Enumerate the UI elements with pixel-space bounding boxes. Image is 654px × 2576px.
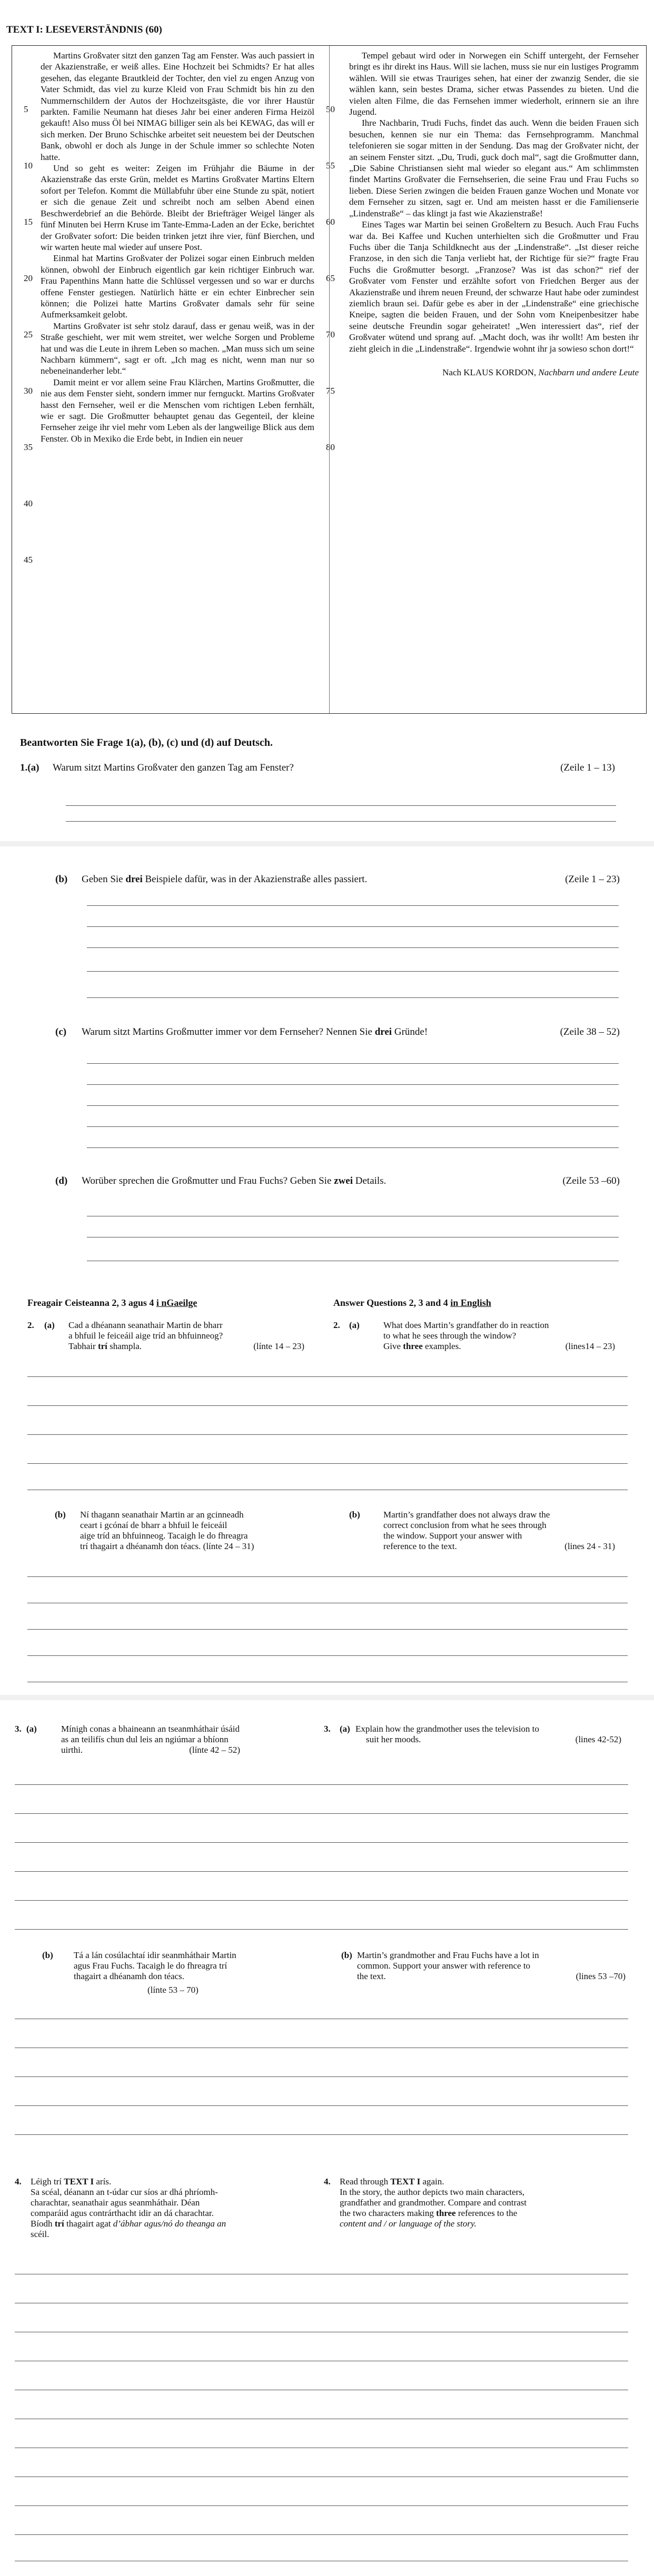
question-3b-irish (15, 1950, 320, 2003)
question-2b-irish (27, 1510, 322, 1552)
line-number: 15 (24, 217, 33, 227)
line-reference: (Zeile 38 – 52) (560, 1026, 620, 1037)
question-bold: three (403, 1341, 423, 1351)
answer-line[interactable] (66, 805, 616, 806)
line-number: 25 (24, 330, 33, 340)
question-text: Léigh trí (31, 2176, 64, 2186)
answer-line[interactable] (87, 997, 619, 998)
section-divider (0, 841, 654, 846)
question-text-before: Geben Sie (82, 874, 126, 885)
question-line (383, 1341, 615, 1352)
question-text: the two characters making (340, 2208, 437, 2218)
question-number: 2. (27, 1320, 34, 1330)
question-number: 3. (15, 1724, 22, 1734)
question-line: common. Support your answer with reference to (357, 1961, 531, 1971)
line-number: 60 (326, 217, 335, 227)
question-bold: drei (374, 1026, 392, 1037)
question-line: comparáid agus contrárthacht idir an dá charachtar. (31, 2208, 214, 2218)
text-column-left (41, 50, 314, 444)
answer-line[interactable] (15, 1929, 628, 1930)
answer-line[interactable] (87, 1147, 619, 1148)
question-bold: trí (54, 2219, 64, 2229)
answer-line[interactable] (27, 1463, 628, 1464)
question-line: trí thagairt a dhéanamh don téacs. (línte 24 – 31) (80, 1541, 254, 1551)
question-line: ceart i gcónaí de bharr a bhfuil le feiceáil (80, 1520, 227, 1530)
question-line (340, 2176, 527, 2187)
answer-line[interactable] (87, 947, 619, 948)
line-reference: (Zeile 1 – 23) (565, 874, 620, 885)
question-italic: content and / or language of the story. (340, 2219, 477, 2229)
text-paragraph: Einmal hat Martins Großvater der Polizei sogar einen Einbruch melden können, obwohl der Einbruch eigentlich gar kein richtiger Einbruch war. Frau Papenthins Mann hatte die Schlüssel vergessen und so war er durchs offene Fenster gestiegen. Natürlich hätte er ein echter Einbrecher sein können; die Polizei hatte Martins Großvater damals sehr für seine Aufmerksamkeit gelobt. (41, 253, 314, 320)
answer-line[interactable] (15, 1784, 628, 1785)
line-number: 45 (24, 555, 33, 565)
question-label: (b) (42, 1950, 53, 1960)
answer-line[interactable] (27, 1629, 628, 1630)
line-reference: (lines 53 –70) (576, 1971, 626, 1981)
attribution-source: Nachbarn und andere Leute (538, 367, 639, 377)
question-bold: TEXT I (390, 2176, 421, 2186)
answer-line[interactable] (87, 1105, 619, 1106)
question-line (383, 1541, 615, 1552)
answer-line[interactable] (27, 1576, 628, 1577)
line-reference: (lines 24 - 31) (564, 1541, 615, 1551)
line-reference: (Zeile 1 – 13) (560, 762, 615, 773)
question-line (31, 2176, 226, 2187)
question-line: thagairt a dhéanamh don téacs. (74, 1971, 185, 1981)
german-instruction: Beantworten Sie Frage 1(a), (b), (c) und (d) auf Deutsch. (20, 737, 273, 748)
question-4-english (324, 2176, 629, 2240)
question-number: 3. (324, 1724, 331, 1734)
question-line (61, 1745, 240, 1755)
question-text: references to the (455, 2208, 518, 2218)
question-label: (d) (55, 1175, 68, 1186)
text-paragraph: Ihre Nachbarin, Trudi Fuchs, findet das auch. Wenn die beiden Frauen sich besuchen, kennen sie nur ein Thema: das Fernsehprogramm. Manchmal telefonieren sie sogar mitten in der Sendung. Das mag der Großvater nicht, der an seinem Fenster sitzt. „Du, Trudi, guck doch mal“, sagt die Großmutter dann, „Die Sabine Christiansen sieht mal wieder so elegant aus.“ Am schlimmsten findet Martins Großvater die Fernsehserien, die seine Frau und Frau Fuchs so lieben. Diese Serien zwingen die beiden Frauen ganze Wochen und Monate vor dem Fernseher zu sitzen, sagt er. Und am meisten hasst er die Familienserie „Lindenstraße“ – das klingt ja fast wie Akazienstraße! (349, 118, 639, 218)
question-label: (b) (341, 1950, 352, 1960)
question-text-after: Gründe! (392, 1026, 428, 1037)
line-reference: (lines14 – 23) (565, 1341, 615, 1351)
reading-text-box (12, 45, 647, 714)
question-line (340, 2208, 527, 2219)
text-paragraph: Tempel gebaut wird oder in Norwegen ein Schiff untergeht, der Fernseher bringt es ihr direkt ins Haus. Will sie lachen, muss sie nur ein lustiges Programm wählen. Will sie etwas Trauriges sehen, hat einer der zwanzig Sender, die sie wählen kann, sein bestes Drama, sicher etwas Passendes zu bieten. Und die vielen alten Filme, die das Fernsehen immer wiederholt, erinnern sie an ihre Jugend. (349, 51, 639, 117)
question-text: thagairt agat (64, 2219, 113, 2229)
question-line: correct conclusion from what he sees through (383, 1520, 547, 1530)
question-2a-english (333, 1320, 628, 1362)
line-number: 20 (24, 273, 33, 283)
question-line (355, 1734, 621, 1745)
line-number: 40 (24, 498, 33, 508)
question-1a (20, 762, 615, 774)
question-1b (55, 874, 620, 885)
question-line: to what he sees through the window? (383, 1331, 517, 1341)
line-number: 70 (326, 330, 335, 340)
question-line: Tá a lán cosúlachtaí idir seanmháthair Martin (74, 1950, 236, 1960)
answer-line[interactable] (27, 1655, 628, 1656)
line-number: 55 (326, 161, 335, 171)
question-line: aige tríd an bhfuinneog. Tacaigh le do fhreagra (80, 1531, 248, 1541)
english-instruction-text: Answer Questions 2, 3 and 4 (333, 1297, 448, 1308)
question-bold: TEXT I (64, 2176, 94, 2186)
answer-line[interactable] (87, 926, 619, 927)
question-label: (c) (55, 1026, 67, 1037)
question-label: (a) (340, 1724, 350, 1734)
answer-line[interactable] (87, 971, 619, 972)
question-line: Cad a dhéanann seanathair Martin de bharr (68, 1320, 223, 1330)
question-1d (55, 1175, 620, 1187)
answer-line[interactable] (87, 1126, 619, 1127)
question-2a-irish (27, 1320, 322, 1362)
question-text-before: Worüber sprechen die Großmutter und Frau Fuchs? Geben Sie (82, 1175, 334, 1186)
line-number: 35 (24, 442, 33, 452)
question-3a-irish (15, 1724, 320, 1766)
english-instruction-language: in English (450, 1297, 491, 1308)
answer-line[interactable] (66, 821, 616, 822)
question-line (357, 1971, 626, 1982)
question-number: 4. (15, 2176, 22, 2186)
question-text: the text. (357, 1971, 386, 1981)
irish-instruction-text: Freagair Ceisteanna 2, 3 agus 4 (27, 1297, 154, 1308)
section-title: TEXT I: LESEVERSTÄNDNIS (60) (6, 24, 162, 35)
answer-line[interactable] (15, 2505, 628, 2506)
question-line: Martin’s grandfather does not always draw the (383, 1510, 550, 1520)
question-label: (a) (44, 1320, 55, 1330)
question-text: shampla. (107, 1341, 142, 1351)
text-paragraph: Eines Tages war Martin bei seinen Großeltern zu Besuch. Auch Frau Fuchs war da. Bei Kaffee und Kuchen unterhielten sich die Großmutter und Frau Fuchs über die Tanja Schildknecht aus der „Lindenstraße“. „Ist dieser reiche Franzose, in den sich die Tanja verliebt hat, der Richtige für sie?“ fragte Frau Fuchs die Großmutter besorgt. „Franzose? Was ist das schon?“ rief der Großvater vom Fenster und erzählte sofort von Friedchen Berger aus der Akazienstraße und ihrem neuen Freund, der schwarze Haut habe oder zumindest ziemlich braun sei. Dafür gebe es aber in der „Lindenstraße“ eine griechische Kneipe, sagten die beiden Frauen, und der Sohn vom Kneipenbesitzer habe seine deutsche Freundin sogar geheiratet! „Wen interessiert das“, rief der Großvater wütend und sprang auf. „Macht doch, was ihr wollt! Am besten ihr zieht gleich in die „Lindenstraße“. Irgendwie wohnt ihr ja sowieso schon dort!“ (349, 219, 639, 354)
question-bold: zwei (334, 1175, 353, 1186)
line-reference: (Zeile 53 –60) (562, 1175, 620, 1186)
question-text: Tabhair (68, 1341, 98, 1351)
line-reference: (lines 42-52) (575, 1734, 621, 1744)
question-3a-english (324, 1724, 629, 1766)
question-2b-english (333, 1510, 628, 1552)
question-line (68, 1341, 304, 1352)
question-line: the window. Support your answer with (383, 1531, 522, 1541)
answer-line[interactable] (27, 1434, 628, 1435)
answer-line[interactable] (87, 905, 619, 906)
question-line: agus Frau Fuchs. Tacaigh le do fhreagra trí (74, 1961, 227, 1971)
question-text: uirthi. (61, 1745, 83, 1755)
line-number: 5 (24, 104, 28, 114)
answer-line[interactable] (87, 1063, 619, 1064)
question-text: Bíodh (31, 2219, 55, 2229)
question-text: suit her moods. (366, 1734, 421, 1744)
irish-instruction-language: i nGaeilge (156, 1297, 197, 1308)
line-number: 50 (326, 104, 335, 114)
attribution-author: Nach KLAUS KORDON, (442, 367, 537, 377)
question-label: 1.(a) (20, 762, 39, 773)
question-label: (a) (349, 1320, 360, 1330)
section-divider (0, 1695, 654, 1700)
question-line: Sa scéal, déanann an t-údar cur síos ar dhá phríomh- (31, 2187, 218, 2197)
question-line: grandfather and grandmother. Compare and contrast (340, 2198, 527, 2208)
question-line: In the story, the author depicts two main characters, (340, 2187, 525, 2197)
answer-line[interactable] (15, 1842, 628, 1843)
answer-line[interactable] (87, 1084, 619, 1085)
question-italic: d’ábhar agus/nó do theanga an (113, 2219, 226, 2229)
text-paragraph: Martins Großvater ist sehr stolz darauf, dass er genau weiß, was in der Straße geschieht, wer mit wem streitet, wer welche Sorgen und Probleme hat und was die Leute in ihrem Leben so machen. „Man muss sich um seine Nachbarn kümmern“, sagt er oft. „Ich mag es nicht, wenn man nur so nebeneinanderher lebt.“ (41, 321, 314, 376)
text-attribution (349, 367, 639, 378)
line-number: 80 (326, 442, 335, 452)
question-text: examples. (422, 1341, 461, 1351)
question-bold: three (436, 2208, 456, 2218)
question-text-before: Warum sitzt Martins Großmutter immer vor dem Fernseher? Nennen Sie (82, 1026, 375, 1037)
line-number: 30 (24, 386, 33, 396)
english-instruction (333, 1297, 491, 1309)
question-line: scéil. (31, 2229, 49, 2239)
question-line: Martin’s grandmother and Frau Fuchs have a lot in (357, 1950, 539, 1960)
question-label: (b) (55, 874, 68, 885)
question-text: Warum sitzt Martins Großvater den ganzen Tag am Fenster? (53, 762, 294, 773)
question-text: again. (420, 2176, 444, 2186)
text-paragraph: Damit meint er vor allem seine Frau Klärchen, Martins Großmutter, die nie aus dem Fenster sieht, sondern immer nur fernguckt. Martins Großvater hasst den Fernseher, weil er die Menschen vom richtigen Leben fernhält, wie er sagt. Die Großmutter behauptet genau das Gegenteil, der kleine Fernseher zeige ihr viel mehr vom Leben als der langweilige Blick aus dem Fenster. Ob in Mexiko die Erde bebt, in Indien ein neuer (41, 377, 314, 444)
answer-line[interactable] (15, 2134, 628, 2135)
question-label: (b) (55, 1510, 66, 1520)
question-text-after: Details. (353, 1175, 387, 1186)
line-number: 65 (326, 273, 335, 283)
answer-line[interactable] (15, 2534, 628, 2535)
question-line: Explain how the grandmother uses the television to (355, 1724, 539, 1734)
text-column-right (349, 50, 639, 378)
question-text: Give (383, 1341, 403, 1351)
line-reference: (línte 42 – 52) (189, 1745, 240, 1755)
question-text: Read through (340, 2176, 391, 2186)
irish-instruction (27, 1297, 197, 1309)
answer-line[interactable] (15, 2076, 628, 2077)
answer-line[interactable] (27, 1376, 628, 1377)
answer-line[interactable] (15, 1813, 628, 1814)
question-number: 4. (324, 2176, 331, 2186)
question-1c (55, 1026, 620, 1038)
line-reference: (línte 14 – 23) (253, 1341, 304, 1351)
question-line (340, 2219, 527, 2229)
question-line: as an teilifís chun dul leis an ngiúmar a bhíonn (61, 1734, 229, 1744)
question-text-after: Beispiele dafür, was in der Akazienstraße alles passiert. (142, 874, 368, 885)
answer-line[interactable] (15, 1900, 628, 1901)
text-paragraph: Martins Großvater sitzt den ganzen Tag am Fenster. Was auch passiert in der Akazienstraße, er weiß alles. Eine Hochzeit bei Schmidts? Er hat alles gesehen, das elegante Brautkleid der Tochter, den viel zu engen Anzug von Vater Schmidt, das viel zu kurze Kleid von Frau Schmidt bis hin zu den Nummernschildern der Autos der Hochzeitsgäste, die vor ihrer Haustür parkten. Familie Neumann hat dieses Jahr bei einer anderen Firma Heizöl gekauft! Also muss Öl bei NIMAG billiger sein als bei KEWAG, das will er sich merken. Der Bruno Schischke arbeitet seit neuestem bei der Deutschen Bank, obwohl er doch als Junge in der Schule immer so schlechte Noten hatte. (41, 51, 314, 162)
question-4-irish (15, 2176, 320, 2250)
question-number: 2. (333, 1320, 340, 1330)
question-line: a bhfuil le feiceáil aige tríd an bhfuinneog? (68, 1331, 223, 1341)
question-bold: trí (97, 1341, 107, 1351)
question-text: reference to the text. (383, 1541, 457, 1551)
question-line: Mínigh conas a bhaineann an tseanmháthair úsáid (61, 1724, 240, 1734)
line-reference: (línte 53 – 70) (147, 1985, 199, 1995)
answer-line[interactable] (27, 1405, 628, 1406)
question-line: charachtar, seanathair agus seanmháthair. Déan (31, 2198, 200, 2208)
question-line: Ní thagann seanathair Martin ar an gcinneadh (80, 1510, 244, 1520)
question-bold: drei (125, 874, 143, 885)
answer-line[interactable] (15, 2105, 628, 2106)
question-line (31, 2219, 226, 2229)
question-label: (b) (349, 1510, 360, 1520)
question-line: What does Martin’s grandfather do in reaction (383, 1320, 549, 1330)
text-paragraph: Und so geht es weiter: Zeigen im Frühjahr die Bäume in der Akazienstraße das erste Grün, meldet es Martins Großvater Martins Eltern sofort per Telefon. Kommt die Müllabfuhr über eine Stunde zu spät, notiert er sich die genaue Zeit und schreibt noch am selben Abend einen Beschwerdebrief an die Behörde. Bleibt der Briefträger Weigel länger als fünf Minuten bei Herrn Kruse im Tante-Emma-Laden an der Ecke, berichtet der Großvater sofort: Die beiden trinken jetzt ihre vier, fünf Bierchen, und wir warten heute mal wieder auf unsere Post. (41, 163, 314, 252)
question-label: (a) (26, 1724, 37, 1734)
answer-line[interactable] (15, 1871, 628, 1872)
question-text: arís. (94, 2176, 112, 2186)
question-3b-english (341, 1950, 636, 1992)
line-number: 10 (24, 161, 33, 171)
line-number: 75 (326, 386, 335, 396)
